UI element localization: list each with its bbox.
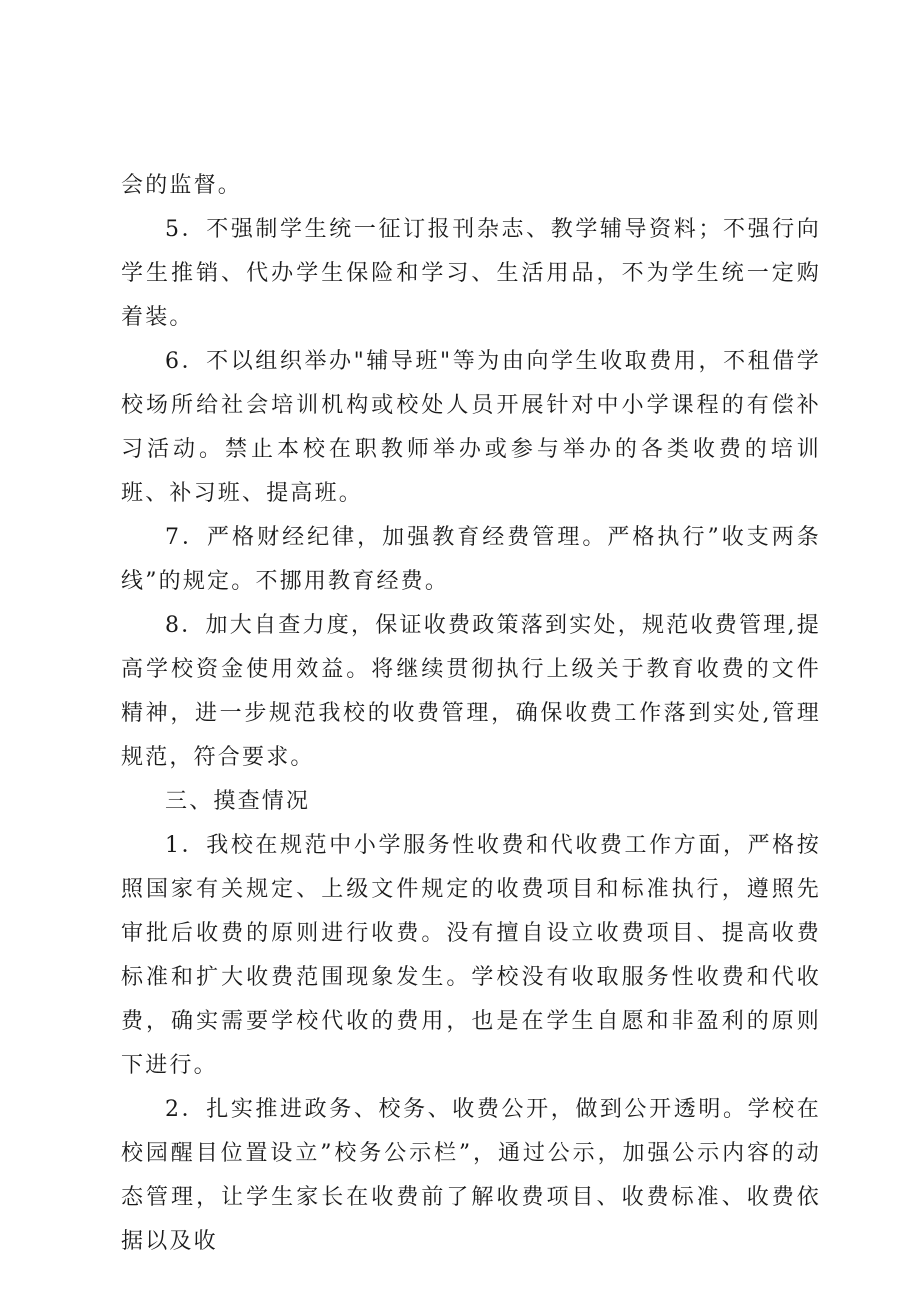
section-heading: 三、摸查情况 (165, 789, 311, 814)
paragraph-item-6: 6．不以组织举办"辅导班"等为由向学生收取费用，不租借学校场所给社会培训机构或校处人员开展针对中小学课程的有偿补习活动。禁止本校在职教师举办或参与举办的各类收费的培训班、补习班、提高班。 (121, 349, 821, 506)
section-paragraph-2: 2．扎实推进政务、校务、收费公开，做到公开透明。学校在校园醒目位置设立”校务公示栏”，通过公示，加强公示内容的动态管理，让学生家长在收费前了解收费项目、收费标准、收费依据以及收 (121, 1097, 821, 1254)
document-body (121, 164, 821, 1264)
paragraph-item-8: 8．加大自查力度，保证收费政策落到实处，规范收费管理,提高学校资金使用效益。将继续贯彻执行上级关于教育收费的文件精神，进一步规范我校的收费管理，确保收费工作落到实处,管理规范，符合要求。 (121, 613, 821, 770)
paragraph-item-7: 7．严格财经纪律，加强教育经费管理。严格执行”收支两条线”的规定。不挪用教育经费。 (121, 525, 821, 594)
paragraph-continuation: 会的监督。 (121, 173, 243, 198)
paragraph-item-5: 5．不强制学生统一征订报刊杂志、教学辅导资料；不强行向学生推销、代办学生保险和学习、生活用品，不为学生统一定购着装。 (121, 217, 821, 330)
section-paragraph-1: 1．我校在规范中小学服务性收费和代收费工作方面，严格按照国家有关规定、上级文件规定的收费项目和标准执行，遵照先审批后收费的原则进行收费。没有擅自设立收费项目、提高收费标准和扩大收费范围现象发生。学校没有收取服务性收费和代收费，确实需要学校代收的费用，也是在学生自愿和非盈利的原则下进行。 (121, 833, 821, 1078)
